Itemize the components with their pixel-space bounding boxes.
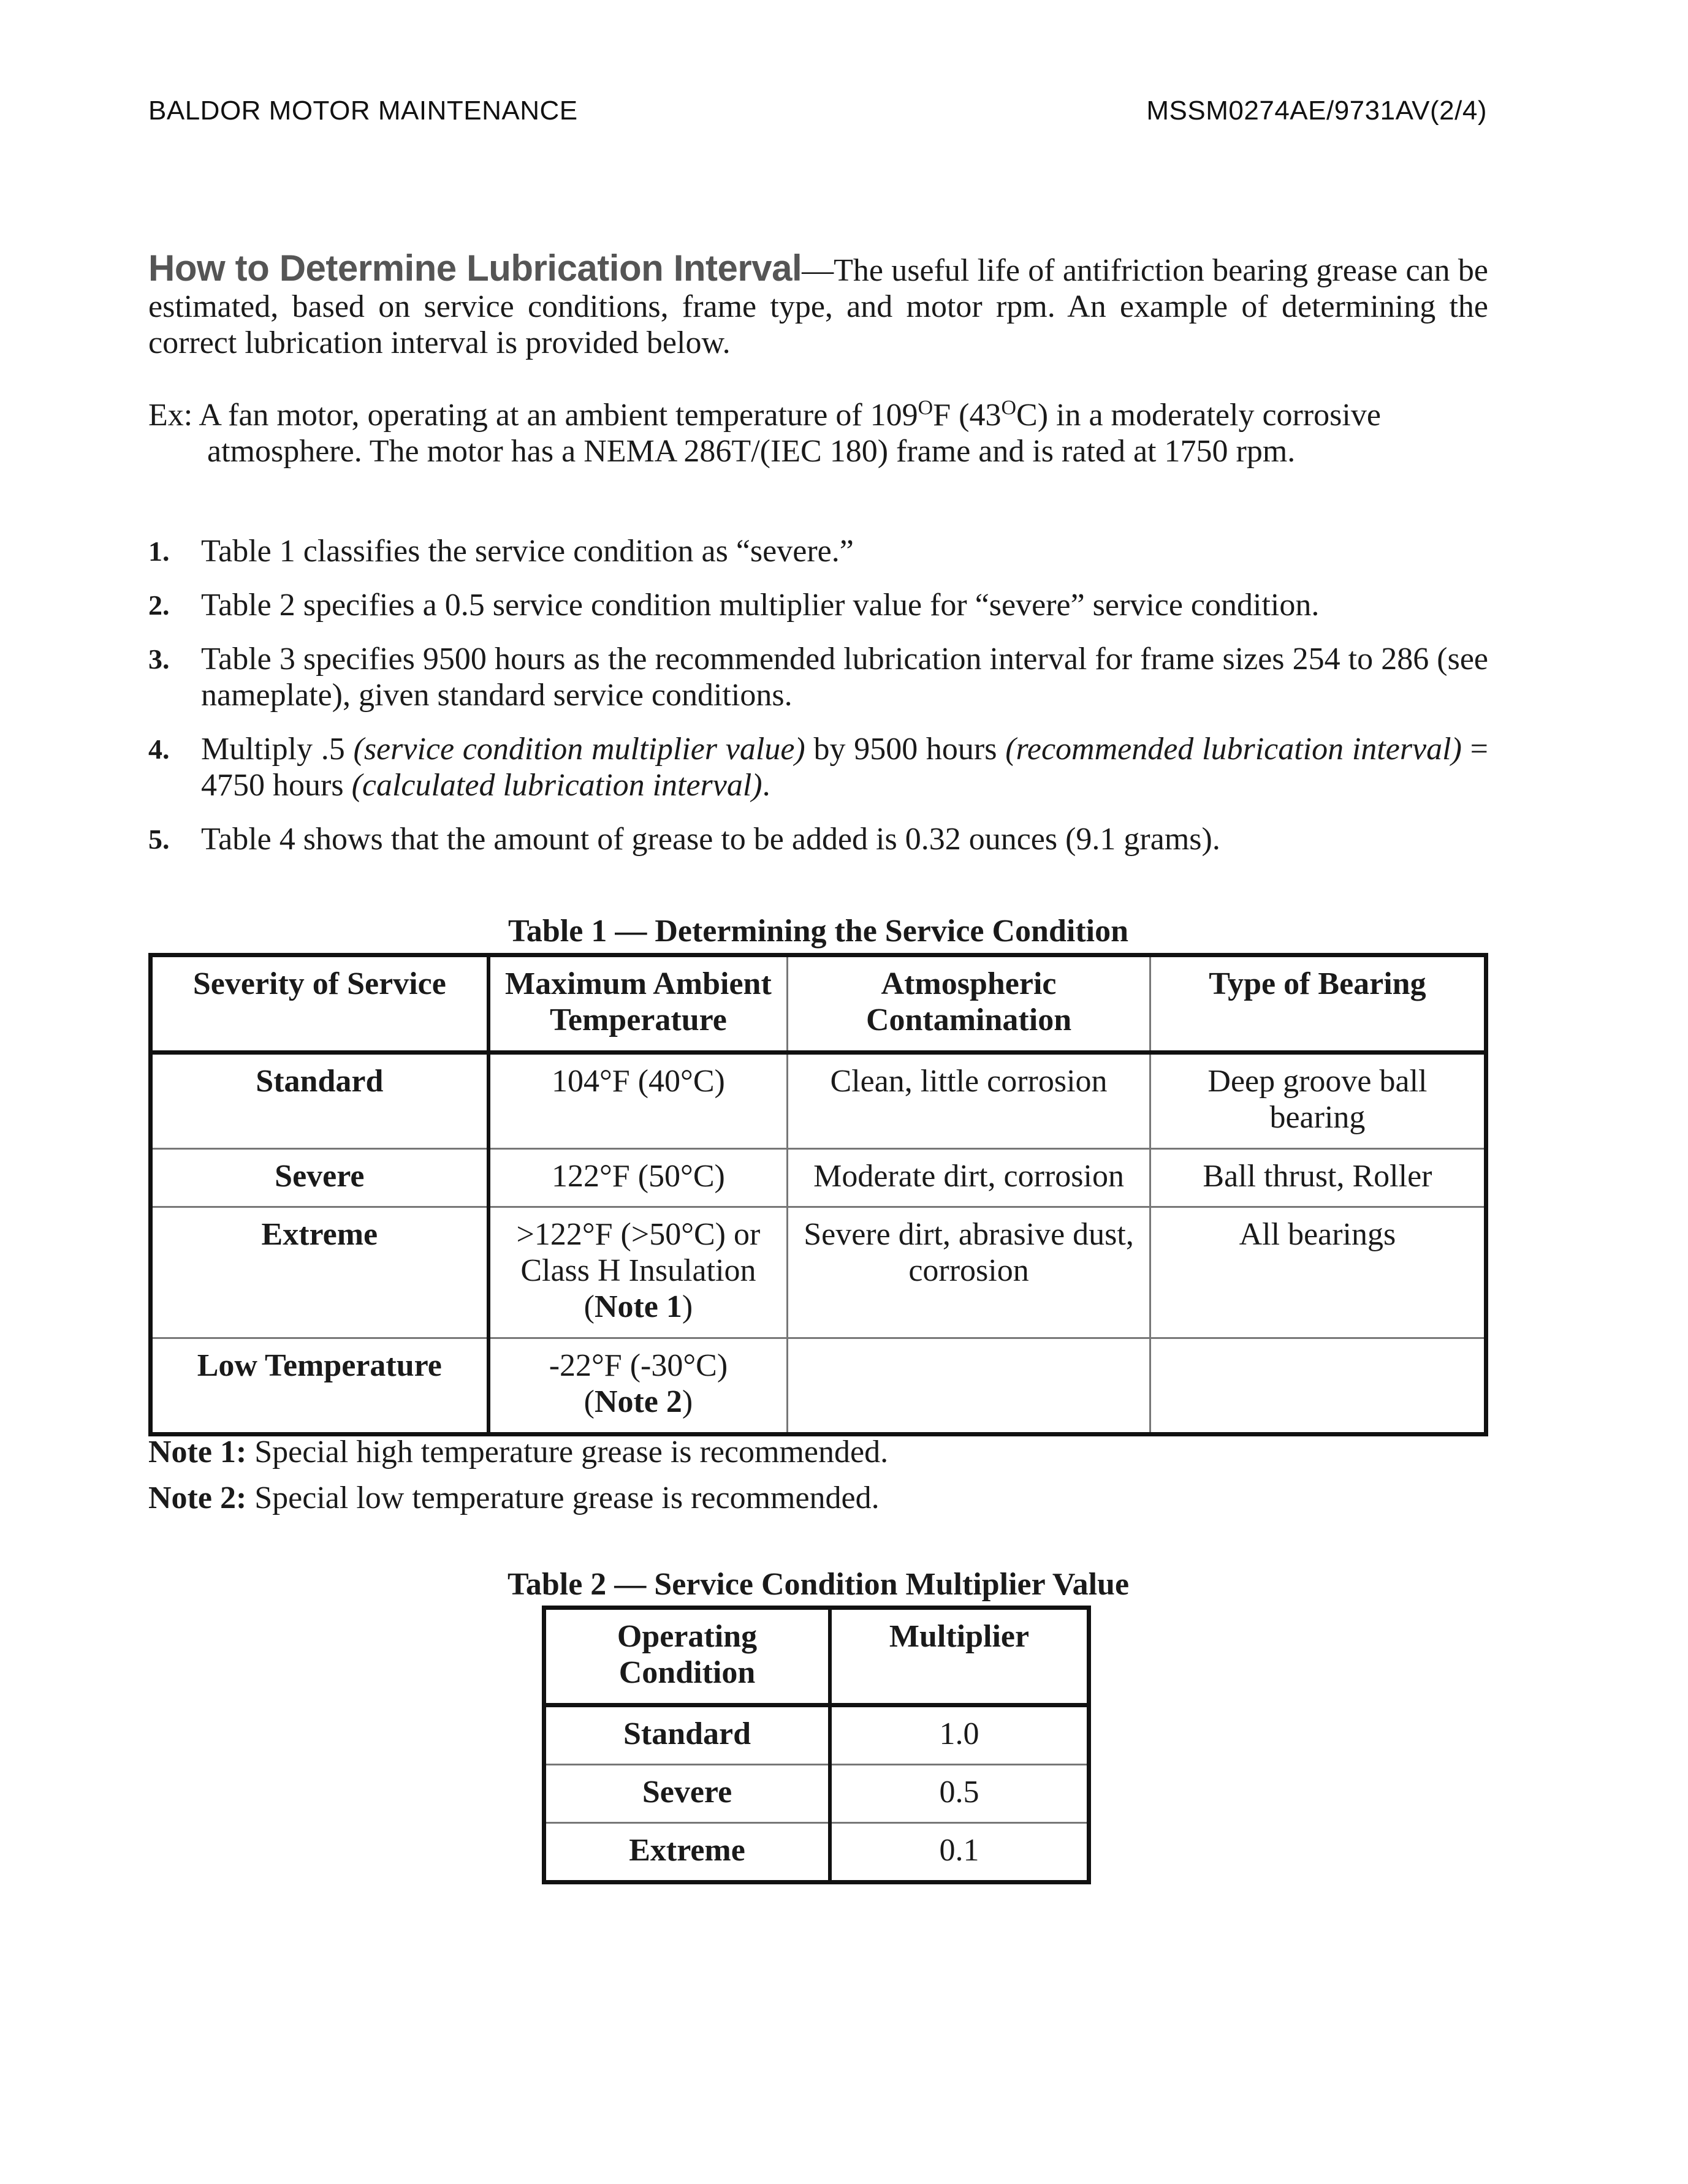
intro-body: —The useful life of antifriction bearing grease can be estimated, based on service conditions, frame type, and motor rpm. An example of determining the correct lubrication interval is provided below. [148, 253, 1488, 360]
example-text-3: C) in a moderately corrosive [1016, 398, 1381, 433]
intro-paragraph [148, 250, 1488, 361]
temperature-cell: -22°F (-30°C) (Note 2) [489, 1338, 788, 1435]
multiplier-cell: 0.5 [830, 1765, 1089, 1823]
table2-caption: Table 2 — Service Condition Multiplier Value [507, 1567, 1130, 1602]
step-text: by 9500 hours [805, 732, 1006, 767]
step-number: 3. [148, 643, 170, 675]
table1-caption: Table 1 — Determining the Service Condition [508, 914, 1129, 949]
table-row [151, 1207, 1486, 1338]
note-reference: Note 1 [594, 1289, 682, 1324]
table-row [544, 1765, 1089, 1823]
note-line [148, 1434, 1488, 1470]
table-row [151, 1053, 1486, 1149]
list-item [148, 821, 1488, 857]
column-header: Multiplier [830, 1608, 1089, 1705]
table-row [544, 1823, 1089, 1883]
multiplier-cell: 0.1 [830, 1823, 1089, 1883]
column-header: Operating Condition [544, 1608, 831, 1705]
step-text: = 4750 hours [201, 732, 1488, 803]
multiplier-cell: 1.0 [830, 1705, 1089, 1765]
table-header-row [151, 955, 1486, 1053]
bearing-cell: Ball thrust, Roller [1150, 1149, 1486, 1207]
contamination-cell: Moderate dirt, corrosion [788, 1149, 1150, 1207]
table-notes [148, 1434, 1488, 1526]
table-row [151, 1338, 1486, 1435]
step-number: 2. [148, 590, 170, 621]
multiplier-table [542, 1606, 1091, 1884]
list-item [148, 587, 1488, 623]
running-header-left: BALDOR MOTOR MAINTENANCE [148, 96, 578, 126]
note-text: Special high temperature grease is recommended. [246, 1435, 889, 1469]
contamination-cell [788, 1338, 1150, 1435]
list-item [148, 533, 1488, 569]
step-number: 4. [148, 734, 170, 765]
note-line [148, 1480, 1488, 1516]
note-reference: Note 2 [594, 1384, 682, 1419]
steps-list [148, 533, 1488, 875]
note-label: Note 1: [148, 1435, 247, 1469]
bearing-cell: Deep groove ball bearing [1150, 1053, 1486, 1149]
degree-superscript: O [1001, 396, 1017, 419]
temperature-cell: 104°F (40°C) [489, 1053, 788, 1149]
running-header-right: MSSM0274AE/9731AV(2/4) [1146, 96, 1487, 126]
condition-cell: Severe [544, 1765, 831, 1823]
table-row [544, 1705, 1089, 1765]
step-text: Table 4 shows that the amount of grease to be added is 0.32 ounces (9.1 grams). [201, 822, 1220, 857]
step-text: Table 2 specifies a 0.5 service condition multiplier value for “severe” service condition. [201, 588, 1320, 623]
example-text-line2: atmosphere. The motor has a NEMA 286T/(IEC 180) frame and is rated at 1750 rpm. [207, 434, 1296, 469]
temperature-text: -22°F (-30°C) [549, 1348, 728, 1383]
contamination-cell: Severe dirt, abrasive dust, corrosion [788, 1207, 1150, 1338]
step-text: Table 3 specifies 9500 hours as the recommended lubrication interval for frame sizes 254 to 286 (see nameplate), given standard service conditions. [201, 642, 1488, 713]
note-label: Note 2: [148, 1481, 247, 1515]
column-header: Maximum Ambient Temperature [489, 955, 788, 1053]
step-text: Multiply .5 [201, 732, 354, 767]
step-number: 1. [148, 536, 170, 567]
list-item [148, 731, 1488, 803]
step-text: Table 1 classifies the service condition as “severe.” [201, 534, 854, 569]
severity-cell: Low Temperature [151, 1338, 489, 1435]
bearing-cell [1150, 1338, 1486, 1435]
step-italic: (service condition multiplier value) [353, 732, 805, 767]
condition-cell: Extreme [544, 1823, 831, 1883]
service-condition-table [148, 953, 1488, 1436]
temperature-cell: >122°F (>50°C) or Class H Insulation (Note 1) [489, 1207, 788, 1338]
contamination-cell: Clean, little corrosion [788, 1053, 1150, 1149]
column-header: Severity of Service [151, 955, 489, 1053]
table-row [151, 1149, 1486, 1207]
example-paragraph [148, 397, 1488, 469]
note-text: Special low temperature grease is recommended. [246, 1481, 880, 1515]
condition-cell: Standard [544, 1705, 831, 1765]
step-text: . [762, 768, 770, 803]
column-header: Atmospheric Contamination [788, 955, 1150, 1053]
step-italic: (recommended lubrication interval) [1005, 732, 1462, 767]
step-italic: (calculated lubrication interval) [351, 768, 762, 803]
severity-cell: Severe [151, 1149, 489, 1207]
bearing-cell: All bearings [1150, 1207, 1486, 1338]
list-item [148, 641, 1488, 713]
example-text-2: F (43 [933, 398, 1002, 433]
severity-cell: Extreme [151, 1207, 489, 1338]
degree-superscript: O [918, 396, 933, 419]
severity-cell: Standard [151, 1053, 489, 1149]
temperature-cell: 122°F (50°C) [489, 1149, 788, 1207]
section-heading: How to Determine Lubrication Interval [148, 248, 802, 289]
example-text-1: Ex: A fan motor, operating at an ambient temperature of 109 [148, 398, 918, 433]
step-number: 5. [148, 824, 170, 855]
temperature-text: >122°F (>50°C) or Class H Insulation [516, 1217, 761, 1288]
table-header-row [544, 1608, 1089, 1705]
column-header: Type of Bearing [1150, 955, 1486, 1053]
